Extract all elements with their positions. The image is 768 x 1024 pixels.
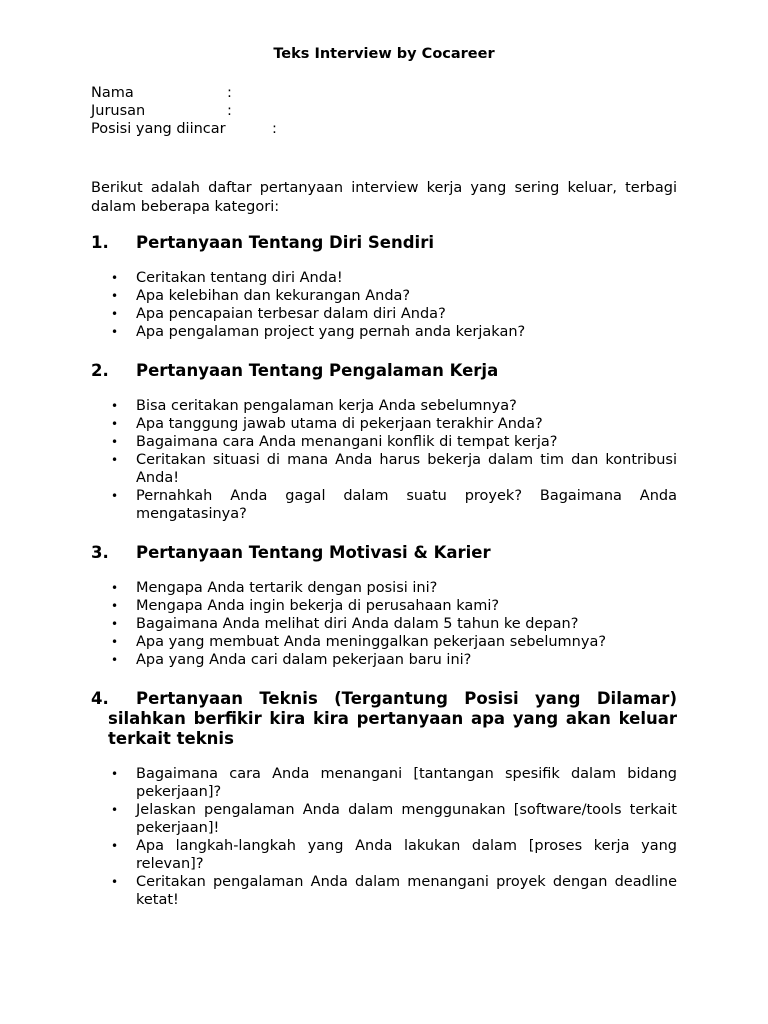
bullet-icon: •: [111, 489, 119, 503]
section-number: 4.: [91, 689, 109, 708]
bullet-icon: •: [111, 839, 119, 853]
question-list-4: [91, 765, 677, 909]
bullet-icon: •: [111, 307, 119, 321]
bullet-icon: •: [111, 435, 119, 449]
section-heading-3: [91, 543, 677, 563]
list-item: • Apa kelebihan dan kekurangan Anda?: [111, 288, 411, 304]
bullet-icon: •: [111, 635, 119, 649]
field-label: Posisi yang diincar: [91, 121, 226, 137]
bullet-icon: •: [111, 271, 119, 285]
list-item: • Bagaimana Anda melihat diri Anda dalam 5 tahun ke depan?: [111, 616, 579, 632]
question-list-1: [91, 269, 677, 341]
section-heading-4: [91, 689, 677, 749]
form-fields: [91, 84, 677, 138]
bullet-icon: •: [111, 581, 119, 595]
list-item: • Apa tanggung jawab utama di pekerjaan terakhir Anda?: [111, 416, 543, 432]
intro-paragraph: Berikut adalah daftar pertanyaan interview kerja yang sering keluar, terbagi dalam beberapa kategori:: [91, 180, 677, 215]
list-item: • Apa pencapaian terbesar dalam diri Anda?: [111, 306, 446, 322]
bullet-icon: •: [111, 599, 119, 613]
list-item: • Ceritakan situasi di mana Anda harus bekerja dalam tim dan kontribusi Anda!: [111, 452, 677, 486]
section-title: Pertanyaan Tentang Diri Sendiri: [136, 233, 434, 252]
field-jurusan: [91, 102, 677, 120]
section-title: Pertanyaan Tentang Pengalaman Kerja: [136, 361, 499, 380]
field-colon: :: [227, 85, 232, 101]
field-label: Nama: [91, 85, 134, 101]
field-posisi: [91, 120, 677, 138]
bullet-icon: •: [111, 417, 119, 431]
bullet-icon: •: [111, 399, 119, 413]
field-label: Jurusan: [91, 103, 146, 119]
document-page: [91, 44, 677, 929]
list-item: • Bisa ceritakan pengalaman kerja Anda sebelumnya?: [111, 398, 517, 414]
section-number: 3.: [91, 543, 109, 562]
bullet-icon: •: [111, 875, 119, 889]
section-heading-2: [91, 361, 677, 381]
bullet-icon: •: [111, 767, 119, 781]
section-title: Pertanyaan Teknis (Tergantung Posisi yang Dilamar) silahkan berfikir kira kira pertanyaan apa yang akan keluar terkait teknis: [108, 689, 677, 748]
list-item: • Apa langkah-langkah yang Anda lakukan dalam [proses kerja yang relevan]?: [111, 838, 677, 872]
question-list-2: [91, 397, 677, 523]
list-item: • Ceritakan pengalaman Anda dalam menangani proyek dengan deadline ketat!: [111, 874, 677, 908]
bullet-icon: •: [111, 453, 119, 467]
list-item: • Bagaimana cara Anda menangani konflik di tempat kerja?: [111, 434, 558, 450]
section-title: Pertanyaan Tentang Motivasi & Karier: [136, 543, 491, 562]
bullet-icon: •: [111, 653, 119, 667]
list-item: • Mengapa Anda tertarik dengan posisi ini?: [111, 580, 438, 596]
bullet-icon: •: [111, 325, 119, 339]
bullet-icon: •: [111, 803, 119, 817]
bullet-icon: •: [111, 289, 119, 303]
section-heading-1: [91, 233, 677, 253]
list-item: • Jelaskan pengalaman Anda dalam menggunakan [software/tools terkait pekerjaan]!: [111, 802, 677, 836]
list-item: • Apa pengalaman project yang pernah anda kerjakan?: [111, 324, 526, 340]
field-colon: :: [272, 121, 277, 137]
question-list-3: [91, 579, 677, 669]
list-item: • Mengapa Anda ingin bekerja di perusahaan kami?: [111, 598, 500, 614]
section-number: 2.: [91, 361, 109, 380]
bullet-icon: •: [111, 617, 119, 631]
list-item: • Ceritakan tentang diri Anda!: [111, 270, 343, 286]
document-title: Teks Interview by Cocareer: [273, 46, 495, 62]
list-item: • Apa yang Anda cari dalam pekerjaan baru ini?: [111, 652, 472, 668]
field-nama: [91, 84, 677, 102]
field-colon: :: [227, 103, 232, 119]
list-item: • Pernahkah Anda gagal dalam suatu proyek? Bagaimana Anda mengatasinya?: [111, 488, 677, 522]
section-number: 1.: [91, 233, 109, 252]
list-item: • Apa yang membuat Anda meninggalkan pekerjaan sebelumnya?: [111, 634, 607, 650]
list-item: • Bagaimana cara Anda menangani [tantangan spesifik dalam bidang pekerjaan]?: [111, 766, 677, 800]
